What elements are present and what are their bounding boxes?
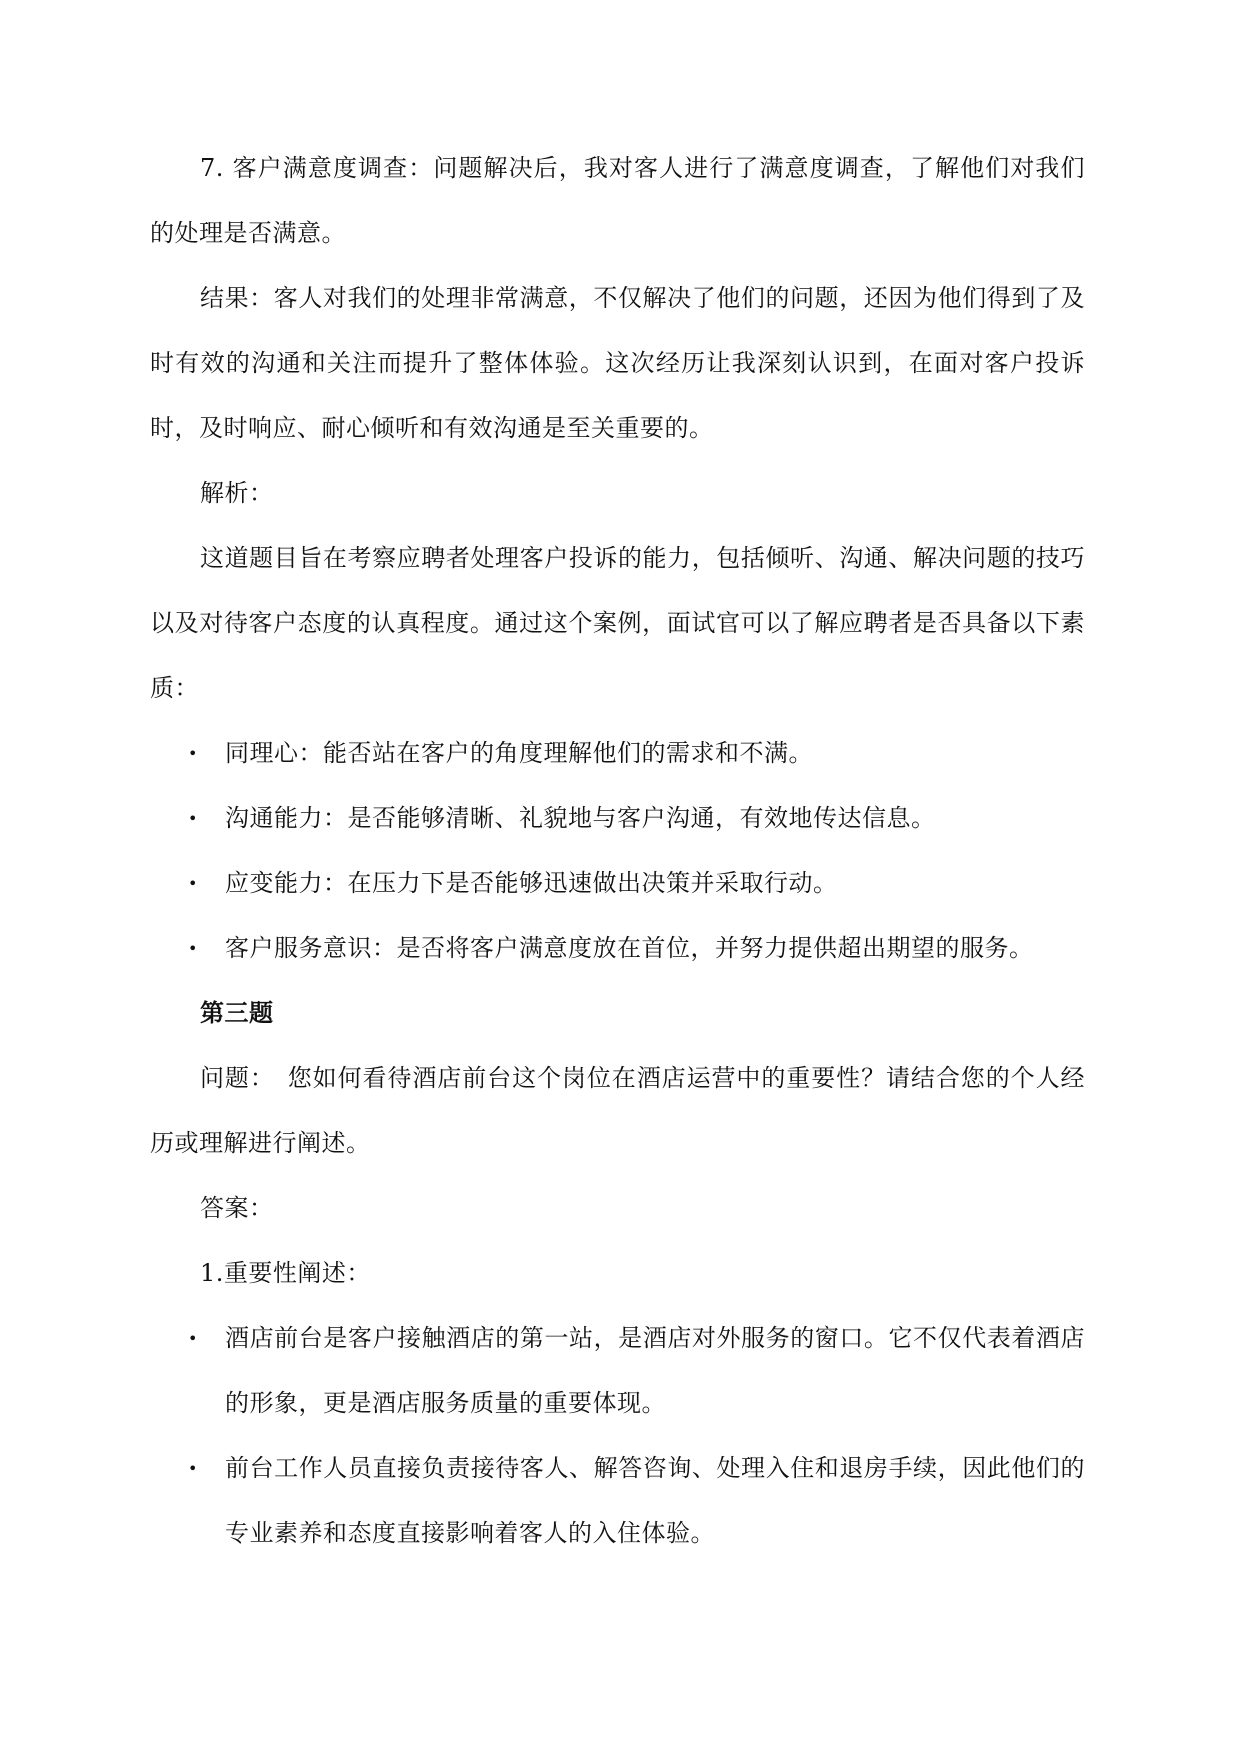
result-paragraph: 结果：客人对我们的处理非常满意，不仅解决了他们的问题，还因为他们得到了及时有效的沟通和关注而提升了整体体验。这次经历让我深刻认识到，在面对客户投诉时，及时响应、耐心倾听和有效沟通是至关重要的。 (150, 284, 1085, 442)
list-item (150, 721, 1085, 786)
question-paragraph: 问题： 您如何看待酒店前台这个岗位在酒店运营中的重要性？请结合您的个人经历或理解进行阐述。 (150, 1064, 1085, 1157)
analysis-label: 解析： (200, 479, 274, 507)
list-item-text: 前台工作人员直接负责接待客人、解答咨询、处理入住和退房手续，因此他们的专业素养和态度直接影响着客人的入住体验。 (225, 1454, 1085, 1547)
importance-subheading: 1.重要性阐述： (200, 1259, 371, 1287)
list-item-text: 酒店前台是客户接触酒店的第一站，是酒店对外服务的窗口。它不仅代表着酒店的形象，更是酒店服务质量的重要体现。 (225, 1324, 1085, 1417)
bullet-icon: • (188, 874, 198, 893)
section-heading: 第三题 (200, 999, 274, 1027)
answer-label: 答案： (200, 1194, 274, 1222)
list-item (150, 1436, 1085, 1566)
bullet-icon: • (188, 809, 198, 828)
list-item-text: 应变能力：在压力下是否能够迅速做出决策并采取行动。 (225, 869, 838, 897)
list-item-text: 沟通能力：是否能够清晰、礼貌地与客户沟通，有效地传达信息。 (225, 804, 936, 832)
analysis-paragraph: 这道题目旨在考察应聘者处理客户投诉的能力，包括倾听、沟通、解决问题的技巧以及对待客户态度的认真程度。通过这个案例，面试官可以了解应聘者是否具备以下素质： (150, 544, 1085, 702)
bullet-icon: • (188, 939, 198, 958)
document-body (150, 136, 1085, 1566)
bullet-icon: • (188, 744, 198, 763)
importance-list (150, 1306, 1085, 1566)
qualities-list (150, 721, 1085, 981)
list-item-text: 客户服务意识：是否将客户满意度放在首位，并努力提供超出期望的服务。 (225, 934, 1034, 962)
bullet-icon: • (188, 1459, 198, 1478)
satisfaction-survey-paragraph: 7. 客户满意度调查：问题解决后，我对客人进行了满意度调查，了解他们对我们的处理是否满意。 (150, 154, 1085, 247)
list-item (150, 916, 1085, 981)
list-item (150, 786, 1085, 851)
list-item (150, 851, 1085, 916)
list-item-text: 同理心：能否站在客户的角度理解他们的需求和不满。 (225, 739, 813, 767)
bullet-icon: • (188, 1329, 198, 1348)
list-item (150, 1306, 1085, 1436)
